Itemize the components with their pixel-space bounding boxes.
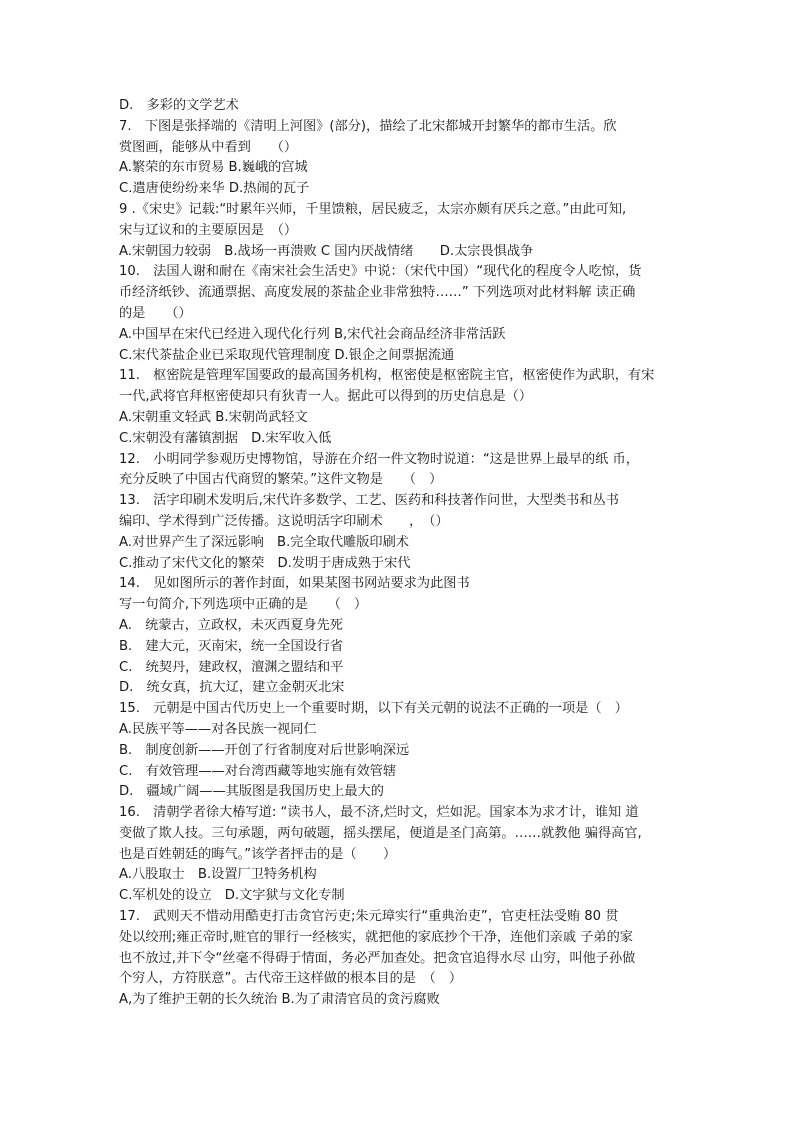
text-line: 编印、学术得到广泛传播。这说明活字印刷术 ， （）	[119, 513, 449, 529]
text-line: A.宋朝国力较弱 B.战场一再溃败 C 国内厌战情绪 D.太宗畏惧战争	[119, 243, 534, 259]
text-line: D. 统女真，抗大辽，建立金朝灭北宋	[119, 680, 345, 696]
text-line: C. 统契丹，建政权，澶渊之盟结和平	[119, 659, 344, 675]
text-line: 11. 枢密院是管理军国要政的最高国务机构，枢密使是枢密院主官，枢密使作为武职，有宋	[119, 368, 655, 384]
text-line: B. 制度创新——开创了行省制度对后世影响深远	[119, 742, 410, 758]
text-line: 15. 元朝是中国古代历史上一个重要时期，以下有关元朝的说法不正确的一项是（ ）	[119, 701, 628, 717]
text-line: 充分反映了中国古代商贸的繁荣。”这件文物是 （ ）	[119, 472, 443, 488]
text-line: C.推动了宋代文化的繁荣 D.发明于唐成熟于宋代	[119, 555, 411, 571]
text-line: 处以绞刑;雍正帝时,赃官的罪行一经核实，就把他的家底抄个干净，连他们亲戚 子弟的家	[119, 929, 633, 945]
text-line: 个穷人，方符朕意”。古代帝王这样做的根本目的是 （ ）	[119, 971, 463, 987]
text-line: 14. 见如图所示的著作封面，如果某图书网站要求为此图书	[119, 576, 470, 592]
question-text-block	[119, 96, 689, 1011]
text-line: A.中国早在宋代已经进入现代化行列 B,宋代社会商品经济非常活跃	[119, 326, 506, 342]
text-line: 16. 清朝学者徐大椿写道: “读书人，最不济,烂时文，烂如泥。国家本为求才计，谁知 道	[119, 805, 639, 821]
text-line: A,为了维护王朝的长久统治 B.为了肃清官员的贪污腐败	[119, 992, 440, 1008]
text-line: C.军机处的设立 D.文字狱与文化专制	[119, 888, 345, 904]
text-line: D. 多彩的文学艺术	[119, 98, 239, 113]
text-line: 17. 武则天不惜动用酷吏打击贪官污吏;朱元璋实行“重典治吏”，官吏枉法受贿 80 贯	[119, 909, 619, 925]
text-line: 宋与辽议和的主要原因是 （）	[119, 222, 298, 238]
text-line: 币经济纸钞、流通票据、高度发展的茶盐企业非常独特……” 下列选项对此材料解 读正确	[119, 285, 636, 301]
text-line: C.宋代茶盐企业已采取现代管理制度 D.银企之间票据流通	[119, 347, 455, 363]
text-line: 7. 下图是张择端的《清明上河图》(部分)，描绘了北宋都城开封繁华的都市生活。欣	[119, 118, 617, 134]
text-line: A.八股取士 B.设置厂卫特务机构	[119, 867, 317, 883]
text-line: A.民族平等——对各民族一视同仁	[119, 721, 317, 737]
text-line: 赏图画，能够从中看到 （）	[119, 139, 298, 155]
text-line: 的是 （）	[119, 305, 192, 321]
text-line: 写一句简介,下列选项中正确的是 （ ）	[119, 597, 368, 613]
text-line: C.遣唐使纷纷来华 D.热闹的瓦子	[119, 181, 310, 197]
text-line: 也是百姓朝廷的晦气。”该学者抨击的是（ ）	[119, 846, 397, 862]
text-line: 10. 法国人谢和耐在《南宋社会生活史》中说：（宋代中国）“现代化的程度令人吃惊，货	[119, 264, 642, 280]
text-line: A. 统蒙古，立政权，未灭西夏身先死	[119, 617, 343, 633]
text-line: 12. 小明同学参观历史博物馆，导游在介绍一件文物时说道：“这是世界上最早的纸 币，	[119, 451, 639, 467]
text-line: 也不放过,并下令“丝毫不得碍于情面，务必严加查处。把贪官追得水尽 山穷，叫他子孙做	[119, 950, 636, 966]
text-line: A.繁荣的东市贸易 B.巍峨的宫城	[119, 160, 308, 176]
text-line: C.宋朝没有藩镇割据 D.宋军收入低	[119, 430, 332, 446]
text-line: 变做了欺人技。三句承题，两句破题，摇头摆尾，便道是圣门高第。……就教他 骗得高官,	[119, 825, 642, 841]
text-line: 13. 活字印刷术发明后,宋代许多数学、工艺、医药和科技著作问世，大型类书和丛书	[119, 493, 619, 509]
text-line: B. 建大元，灭南宋，统一全国设行省	[119, 638, 344, 654]
text-line: A.宋朝重文轻武 B.宋朝尚武轻文	[119, 409, 308, 425]
text-line: A.对世界产生了深远影响 B.完全取代雕版印刷术	[119, 534, 409, 550]
text-line: C. 有效管理——对台湾西藏等地实施有效管辖	[119, 763, 397, 779]
text-line: 一代,武将官拜枢密使却只有狄青一人。据此可以得到的历史信息是（）	[119, 389, 533, 405]
text-line: D. 疆域广阔——其版图是我国历史上最大的	[119, 784, 384, 800]
text-line: 9 .《宋史》记载:“时累年兴师，千里馈粮，居民疲乏，太宗亦颇有厌兵之意。”由此可知,	[119, 201, 627, 217]
